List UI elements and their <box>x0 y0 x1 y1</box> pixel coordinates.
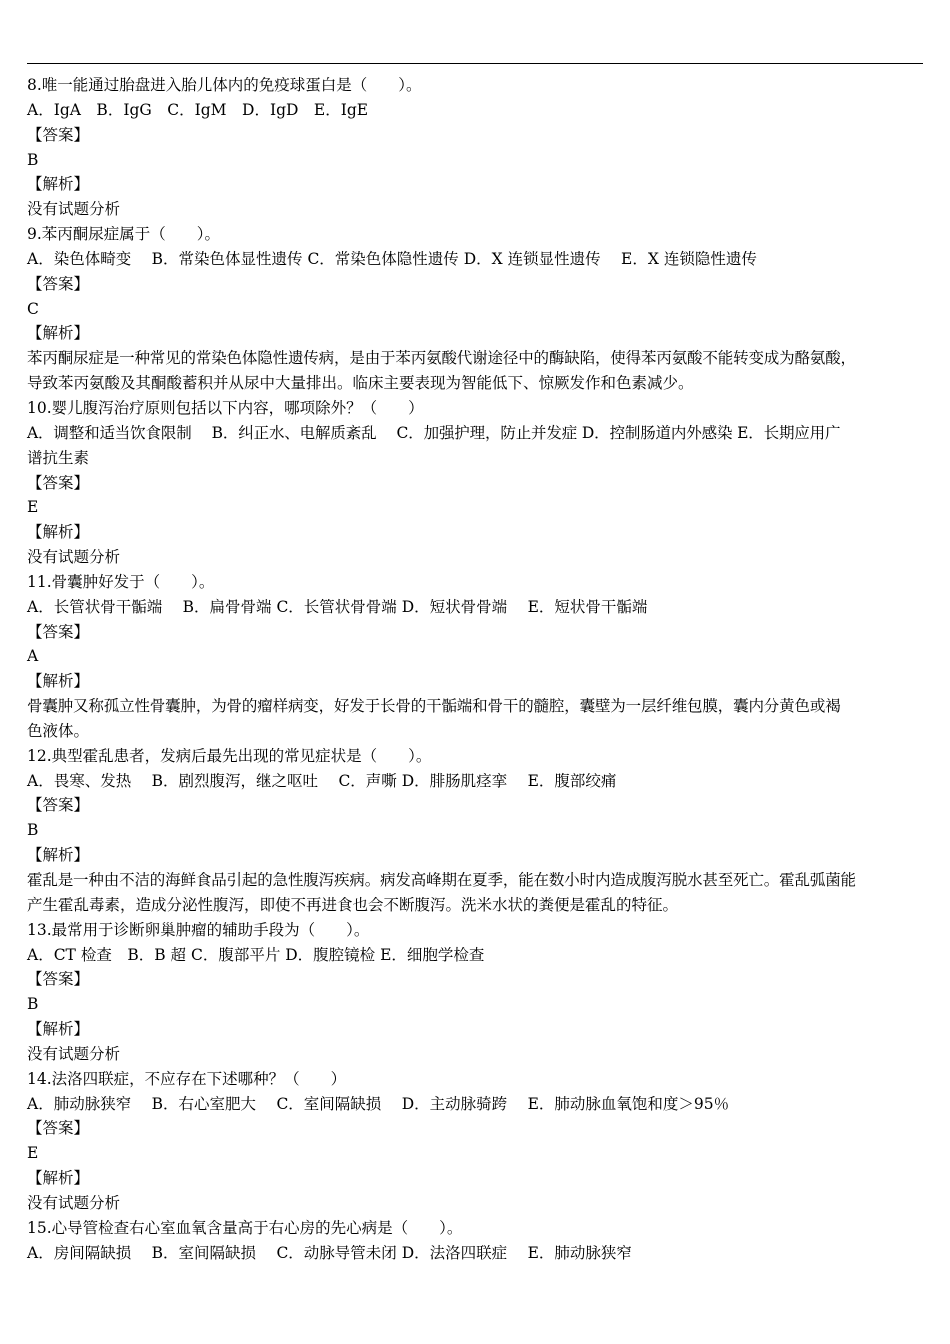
analysis-text: 产生霍乱毒素，造成分泌性腹泻，即使不再进食也会不断腹泻。洗米水状的粪便是霍乱的特征。 <box>27 895 679 914</box>
question-text: 9.苯丙酮尿症属于（ ）。 <box>27 225 221 244</box>
analysis-label: 【解析】 <box>27 523 90 542</box>
answer-value: B <box>27 995 39 1014</box>
question-options: A．IgA B．IgG C．IgM D．IgD E．IgE <box>27 100 369 119</box>
analysis-label: 【解析】 <box>27 1169 90 1188</box>
analysis-label: 【解析】 <box>27 1020 90 1039</box>
header-rule <box>27 63 923 64</box>
question-options: A．畏寒、发热 B．剧烈腹泻，继之呕吐 C．声嘶 D．腓肠肌痉挛 E．腹部绞痛 <box>27 771 617 790</box>
question-text: 12.典型霍乱患者，发病后最先出现的常见症状是（ ）。 <box>27 746 432 765</box>
analysis-text: 没有试题分析 <box>27 1193 121 1212</box>
analysis-label: 【解析】 <box>27 846 90 865</box>
analysis-label: 【解析】 <box>27 672 90 691</box>
question-options: A．染色体畸变 B．常染色体显性遗传 C．常染色体隐性遗传 D．X 连锁显性遗传 E．X 连锁隐性遗传 <box>27 249 757 268</box>
answer-label: 【答案】 <box>27 473 90 492</box>
question-options: A．CT 检查 B．B 超 C．腹部平片 D．腹腔镜检 E．细胞学检查 <box>27 945 485 964</box>
analysis-text: 苯丙酮尿症是一种常见的常染色体隐性遗传病，是由于苯丙氨酸代谢途径中的酶缺陷，使得苯丙氨酸不能转变成为酪氨酸， <box>27 349 856 368</box>
question-text: 8.唯一能通过胎盘进入胎儿体内的免疫球蛋白是（ ）。 <box>27 76 422 94</box>
answer-value: C <box>27 299 39 318</box>
question-text: 14.法洛四联症，不应存在下述哪种？（ ） <box>27 1069 347 1088</box>
analysis-text: 霍乱是一种由不洁的海鲜食品引起的急性腹泻疾病。病发高峰期在夏季，能在数小时内造成腹泻脱水甚至死亡。霍乱弧菌能 <box>27 871 856 889</box>
question-options: 谱抗生素 <box>27 448 90 467</box>
analysis-label: 【解析】 <box>27 324 90 343</box>
answer-label: 【答案】 <box>27 125 90 144</box>
question-options: A．长管状骨干骺端 B．扁骨骨端 C．长管状骨骨端 D．短状骨骨端 E．短状骨干骺端 <box>27 597 648 616</box>
question-options: A．肺动脉狭窄 B．右心室肥大 C．室间隔缺损 D．主动脉骑跨 E．肺动脉血氧饱和度＞95％ <box>27 1094 730 1113</box>
question-list <box>27 73 927 1266</box>
analysis-text: 色液体。 <box>27 721 90 740</box>
answer-value: A <box>27 647 39 666</box>
analysis-text: 导致苯丙氨酸及其酮酸蓄积并从尿中大量排出。临床主要表现为智能低下、惊厥发作和色素减少。 <box>27 374 694 393</box>
answer-label: 【答案】 <box>27 970 90 989</box>
analysis-label: 【解析】 <box>27 175 90 194</box>
analysis-text: 没有试题分析 <box>27 1044 121 1063</box>
answer-label: 【答案】 <box>27 622 90 641</box>
answer-label: 【答案】 <box>27 274 90 293</box>
question-text: 15.心导管检查右心室血氧含量高于右心房的先心病是（ ）。 <box>27 1218 463 1237</box>
question-options: A．房间隔缺损 B．室间隔缺损 C．动脉导管未闭 D．法洛四联症 E．肺动脉狭窄 <box>27 1243 632 1262</box>
analysis-text: 没有试题分析 <box>27 200 121 219</box>
answer-value: E <box>27 498 39 517</box>
analysis-text: 骨囊肿又称孤立性骨囊肿，为骨的瘤样病变，好发于长骨的干骺端和骨干的髓腔，囊壁为一层纤维包膜，囊内分黄色或褐 <box>27 697 841 716</box>
question-text: 11.骨囊肿好发于（ ）。 <box>27 572 215 591</box>
question-text: 13.最常用于诊断卵巢肿瘤的辅助手段为（ ）。 <box>27 920 370 939</box>
answer-label: 【答案】 <box>27 1119 90 1138</box>
answer-value: E <box>27 1144 39 1163</box>
question-text: 10.婴儿腹泻治疗原则包括以下内容，哪项除外？（ ） <box>27 398 424 417</box>
answer-value: B <box>27 150 39 169</box>
question-options: A．调整和适当饮食限制 B．纠正水、电解质紊乱 C．加强护理，防止并发症 D．控制肠道内外感染 E．长期应用广 <box>27 423 841 442</box>
answer-label: 【答案】 <box>27 796 90 815</box>
answer-value: B <box>27 821 39 840</box>
analysis-text: 没有试题分析 <box>27 548 121 567</box>
